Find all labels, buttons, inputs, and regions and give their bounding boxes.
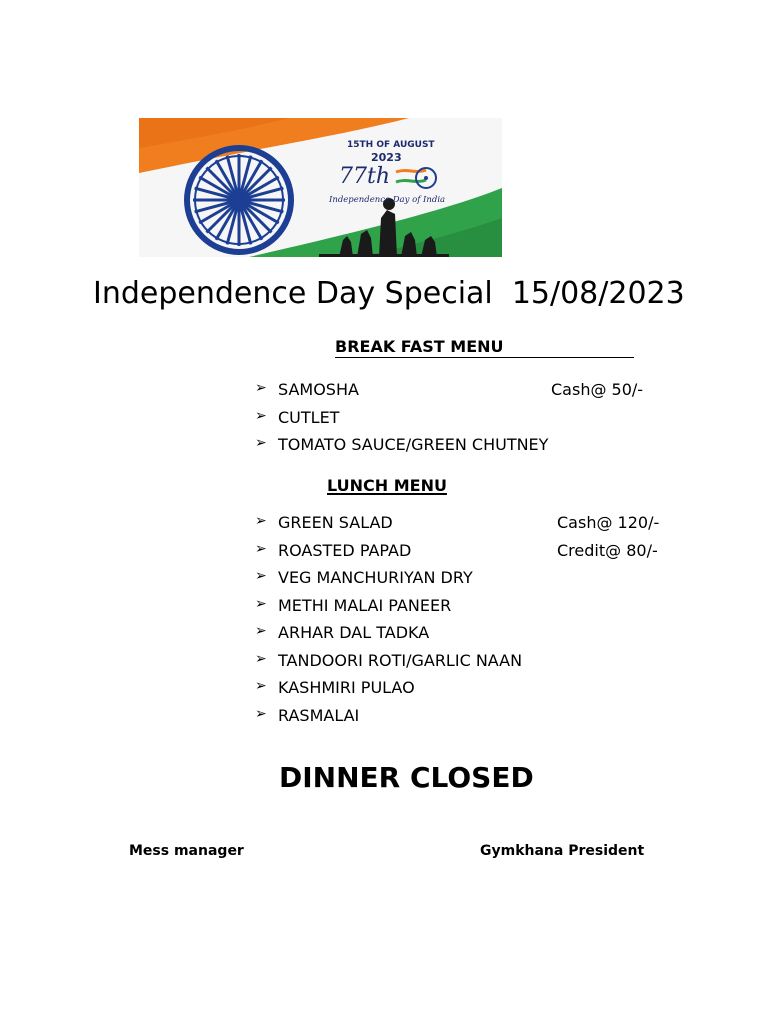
small-flag-chakra-icon <box>396 168 436 188</box>
menu-item-price: Cash@ 120/- <box>557 513 660 532</box>
menu-item-label: RASMALAI <box>278 705 360 725</box>
arrow-bullet-icon: ➢ <box>255 595 267 612</box>
list-item <box>255 513 685 541</box>
arrow-bullet-icon: ➢ <box>255 623 267 639</box>
list-item <box>255 596 685 624</box>
menu-item-label: CUTLET <box>278 407 340 427</box>
menu-item-label: METHI MALAI PANEER <box>278 595 452 615</box>
list-item <box>255 408 685 436</box>
arrow-bullet-icon: ➢ <box>255 380 267 396</box>
list-item <box>255 380 685 408</box>
menu-item-label: ROASTED PAPAD <box>278 540 412 560</box>
independence-day-banner <box>139 118 502 257</box>
arrow-bullet-icon: ➢ <box>255 705 267 722</box>
list-item <box>255 651 685 679</box>
menu-item-price: Credit@ 80/- <box>557 540 658 560</box>
arrow-bullet-icon: ➢ <box>255 540 267 557</box>
signature-gymkhana-president: Gymkhana President <box>480 843 645 859</box>
menu-item-label: KASHMIRI PULAO <box>278 678 415 697</box>
breakfast-menu-heading: BREAK FAST MENU <box>335 337 634 358</box>
list-item <box>255 623 685 651</box>
menu-item-label: TOMATO SAUCE/GREEN CHUTNEY <box>278 435 549 454</box>
lunch-menu-list <box>255 513 685 733</box>
arrow-bullet-icon: ➢ <box>255 407 267 424</box>
breakfast-menu-list <box>255 380 685 463</box>
arrow-bullet-icon: ➢ <box>255 435 267 451</box>
signature-mess-manager: Mess manager <box>129 843 244 859</box>
banner-artwork <box>139 118 502 257</box>
banner-subtitle: Independence Day of India <box>329 195 446 205</box>
menu-item-label: ARHAR DAL TADKA <box>278 623 430 642</box>
menu-item-label: VEG MANCHURIYAN DRY <box>278 568 473 587</box>
banner-date-line1: 15TH OF AUGUST <box>347 140 435 150</box>
dinner-closed-notice: DINNER CLOSED <box>279 761 534 794</box>
menu-item-price: Cash@ 50/- <box>551 380 644 399</box>
arrow-bullet-icon: ➢ <box>255 513 267 529</box>
list-item <box>255 706 685 734</box>
arrow-bullet-icon: ➢ <box>255 568 267 584</box>
menu-item-label: GREEN SALAD <box>278 513 393 532</box>
list-item <box>255 678 685 706</box>
arrow-bullet-icon: ➢ <box>255 650 267 667</box>
list-item <box>255 435 685 463</box>
menu-item-label: TANDOORI ROTI/GARLIC NAAN <box>278 650 523 670</box>
lunch-menu-heading: LUNCH MENU <box>327 476 447 495</box>
list-item <box>255 568 685 596</box>
banner-anniversary-number: 77th <box>339 164 391 189</box>
ashoka-chakra-icon <box>187 148 291 252</box>
page-title: Independence Day Special 15/08/2023 <box>93 276 685 311</box>
banner-date-line2: 2023 <box>371 151 402 164</box>
arrow-bullet-icon: ➢ <box>255 678 267 694</box>
menu-item-label: SAMOSHA <box>278 380 359 399</box>
list-item <box>255 541 685 569</box>
